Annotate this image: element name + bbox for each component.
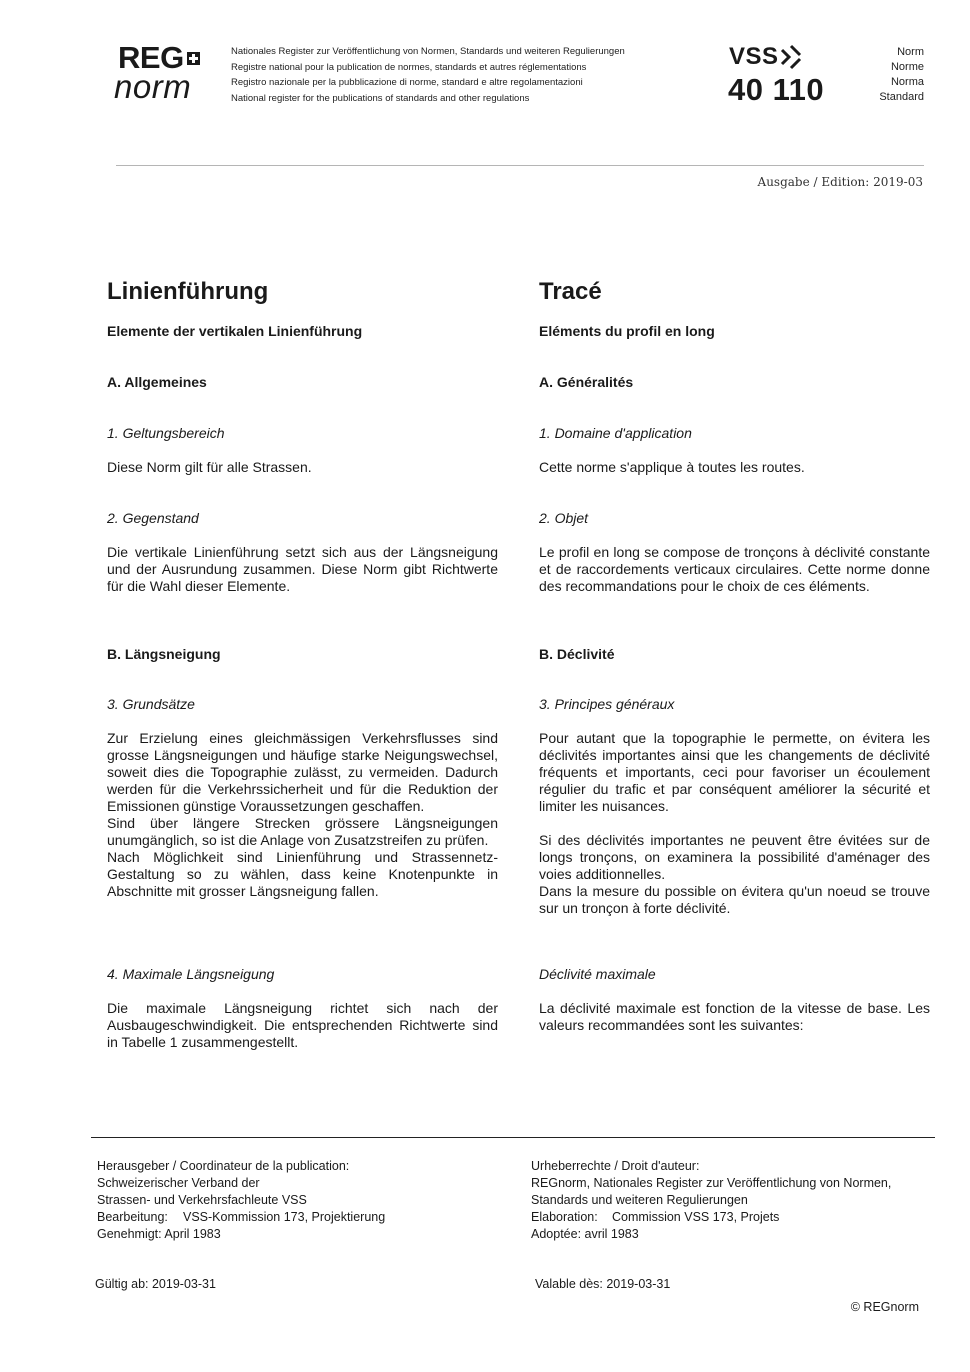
- edition-date: Ausgabe / Edition: 2019-03: [757, 175, 923, 189]
- heading-max-gradient-fr: Déclivité maximale: [539, 966, 656, 982]
- register-line-de: Nationales Register zur Veröffentlichung von Normen, Standards und weiteren Regulierungen: [231, 46, 625, 57]
- regnorm-logo-reg: REG: [118, 42, 200, 73]
- paragraph-principles-fr-1: Pour autant que la topographie le permette, on évitera les déclivités importantes ainsi que les changements de déclivité fréquents et importants, ceci pour favoriser un écoulement régulier du trafic et par conséquent améliorer la sécurité et limiter les nuisances.: [539, 730, 930, 814]
- publisher-name-2: Strassen- und Verkehrsfachleute VSS: [97, 1193, 307, 1207]
- copyright-holder-1: REGnorm, Nationales Register zur Veröffentlichung von Normen,: [531, 1176, 892, 1190]
- heading-max-gradient-de: 4. Maximale Längsneigung: [107, 966, 275, 982]
- paragraph-principles-de-3: Nach Möglichkeit sind Linienführung und Strassennetz-Gestaltung so zu wählen, dass keine Knotenpunkte in Abschnitte mit grosser Längsneigung fallen.: [107, 849, 498, 899]
- paragraph-principles-de-2: Sind über längere Strecken grössere Längsneigungen unumgänglich, so ist die Anlage von Zusatzstreifen zu prüfen.: [107, 815, 498, 848]
- paragraph-scope-fr: Cette norme s'applique à toutes les routes.: [539, 459, 805, 475]
- register-line-fr: Registre national pour la publication de normes, standards et autres réglementations: [231, 61, 587, 73]
- heading-scope-de: 1. Geltungsbereich: [107, 425, 225, 441]
- publisher-heading: Herausgeber / Coordinateur de la publication:: [97, 1159, 350, 1173]
- norm-type-de: Norm: [897, 46, 924, 58]
- copyright-heading: Urheberrechte / Droit d'auteur:: [531, 1159, 700, 1173]
- norm-type-fr: Norme: [890, 61, 924, 73]
- norm-number: 40 110: [728, 72, 825, 107]
- norm-type-it: Norma: [890, 76, 924, 88]
- vss-arrows-icon: [778, 44, 804, 70]
- register-description: [231, 44, 625, 106]
- paragraph-max-gradient-fr: La déclivité maximale est fonction de la vitesse de base. Les valeurs recommandées sont les suivantes:: [539, 1000, 930, 1033]
- publisher-name-1: Schweizerischer Verband der: [97, 1176, 260, 1190]
- heading-principles-de: 3. Grundsätze: [107, 696, 195, 712]
- publisher-block: [97, 1158, 517, 1243]
- paragraph-principles-de: [107, 730, 498, 900]
- approved-de: Genehmigt: April 1983: [97, 1227, 221, 1241]
- norm-type-en: Standard: [879, 91, 924, 103]
- regnorm-logo-norm: norm: [114, 68, 192, 105]
- subtitle-fr: Eléments du profil en long: [539, 323, 715, 339]
- register-line-en: National register for the publications of standards and other regulations: [231, 92, 530, 104]
- paragraph-principles-de-1: Zur Erzielung eines gleichmässigen Verkehrsflusses sind grosse Längsneigungen und häufige starke Neigungswechsel, soweit dies die Topographie zulässt, zu vermeiden. Dadurch werden für die Verkehrssicherheit und für die Reduktion der Emissionen günstige Voraussetzungen geschaffen.: [107, 730, 498, 814]
- section-a-de: A. Allgemeines: [107, 374, 207, 390]
- editing-value-de: VSS-Kommission 173, Projektierung: [183, 1210, 386, 1224]
- copyright-block: [531, 1158, 931, 1243]
- swiss-cross-icon: [187, 52, 200, 65]
- heading-subject-de: 2. Gegenstand: [107, 510, 199, 526]
- approved-fr: Adoptée: avril 1983: [531, 1227, 639, 1241]
- section-b-fr: B. Déclivité: [539, 646, 615, 662]
- vss-logo: VSS: [729, 43, 779, 70]
- heading-subject-fr: 2. Objet: [539, 510, 589, 526]
- title-fr: Tracé: [539, 278, 602, 305]
- paragraph-principles-fr-2: Si des déclivités importantes ne peuvent être évitées sur de longs tronçons, on examinera la possibilité d'aménager des voies additionnelles.: [539, 832, 930, 882]
- title-de: Linienführung: [107, 278, 269, 305]
- paragraph-scope-de: Diese Norm gilt für alle Strassen.: [107, 459, 312, 475]
- section-b-de: B. Längsneigung: [107, 646, 221, 662]
- editing-line-de: [97, 1209, 517, 1226]
- section-a-fr: A. Généralités: [539, 374, 634, 390]
- editing-value-fr: Commission VSS 173, Projets: [612, 1210, 780, 1224]
- norm-type-list: [860, 45, 924, 105]
- copyright-notice: © REGnorm: [850, 1300, 919, 1314]
- header-divider: [116, 165, 924, 166]
- heading-scope-fr: 1. Domaine d'application: [539, 425, 692, 441]
- subtitle-de: Elemente der vertikalen Linienführung: [107, 323, 363, 339]
- paragraph-max-gradient-de: Die maximale Längsneigung richtet sich nach der Ausbaugeschwindigkeit. Die entsprechenden Richtwerte sind in Tabelle 1 zusammengestellt.: [107, 1000, 498, 1050]
- valid-from-fr: Valable dès: 2019-03-31: [535, 1277, 671, 1291]
- paragraph-subject-de: Die vertikale Linienführung setzt sich aus der Längsneigung und der Ausrundung zusammen. Diese Norm gibt Richtwerte für die Wahl dieser Elemente.: [107, 544, 498, 594]
- heading-principles-fr: 3. Principes généraux: [539, 696, 675, 712]
- footer-divider: [91, 1137, 935, 1138]
- editing-label-de: Bearbeitung:: [97, 1210, 168, 1224]
- editing-line-fr: [531, 1209, 931, 1226]
- copyright-holder-2: Standards und weiteren Regulierungen: [531, 1193, 748, 1207]
- paragraph-subject-fr: Le profil en long se compose de tronçons à déclivité constante et de raccordements verticaux circulaires. Cette norme donne des recommandations pour le choix de ces éléments.: [539, 544, 930, 594]
- paragraph-principles-fr-3: Dans la mesure du possible on évitera qu'un noeud se trouve sur un tronçon à forte déclivité.: [539, 883, 930, 916]
- valid-from-de: Gültig ab: 2019-03-31: [95, 1277, 216, 1291]
- register-line-it: Registro nazionale per la pubblicazione di norme, standard e altre regolamentazioni: [231, 77, 583, 88]
- paragraph-principles-fr: [539, 730, 930, 917]
- editing-label-fr: Elaboration:: [531, 1210, 598, 1224]
